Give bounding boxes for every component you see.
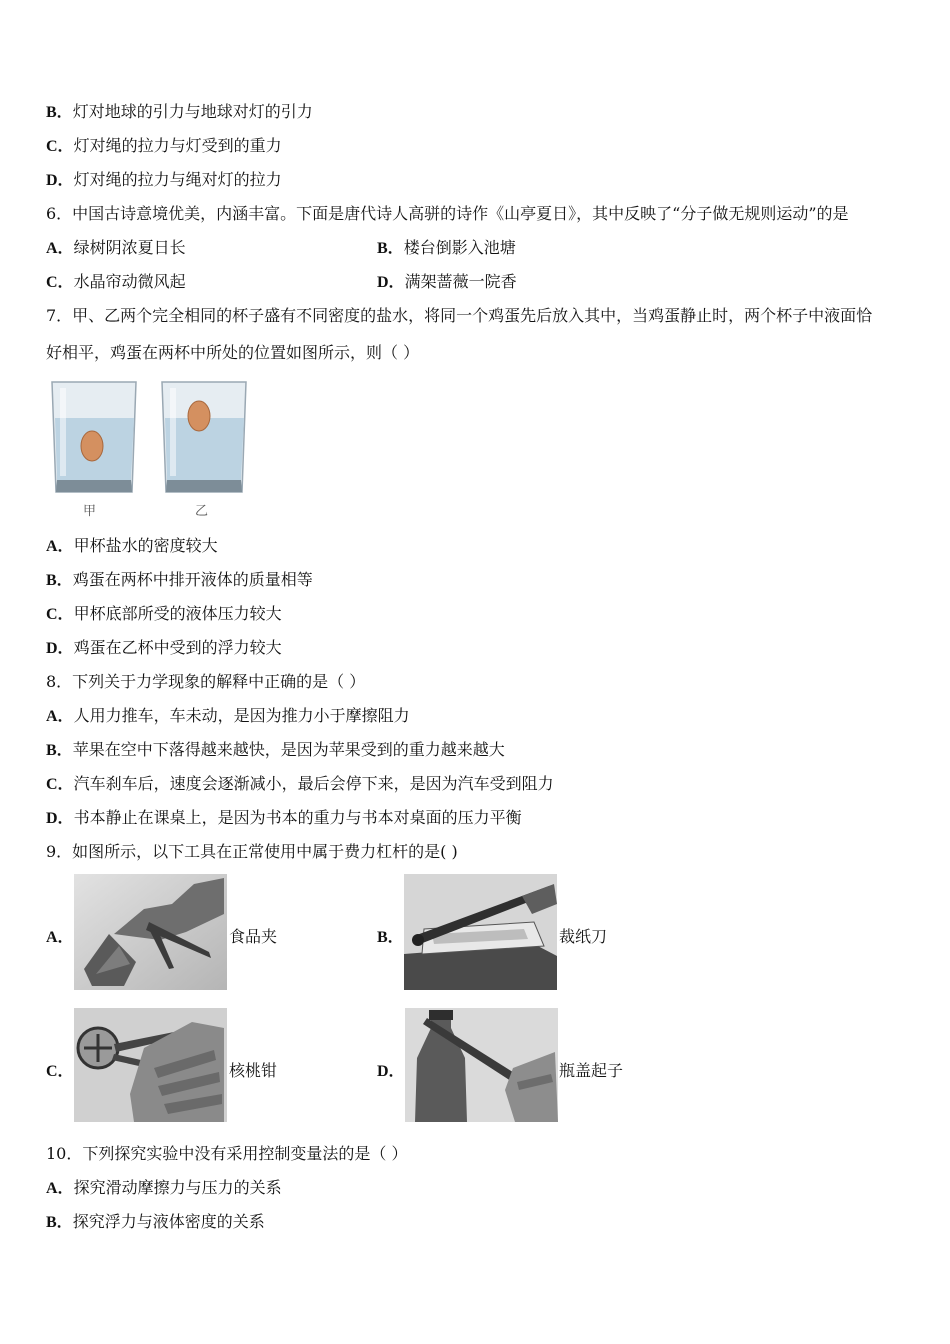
option-text: 汽车刹车后，速度会逐渐减小，最后会停下来，是因为汽车受到阻力	[73, 774, 554, 793]
option-label: B．	[46, 1214, 73, 1231]
option-text: 灯对绳的拉力与灯受到的重力	[73, 136, 282, 155]
q5-option-d	[46, 170, 282, 191]
option-text: 甲杯盐水的密度较大	[73, 536, 218, 555]
caption-jia: 甲	[83, 504, 97, 519]
q10-option-a	[46, 1178, 282, 1199]
food-tongs-photo	[74, 874, 227, 990]
option-label: D．	[46, 810, 74, 827]
q10-option-b	[46, 1212, 265, 1233]
q6-option-c	[46, 272, 186, 293]
cup-jia	[52, 382, 136, 492]
option-label: C．	[46, 776, 74, 793]
option-label: B．	[377, 240, 404, 257]
option-label: D．	[377, 1063, 405, 1080]
q9-option-a-label	[46, 927, 74, 948]
q6-option-a	[46, 238, 186, 259]
option-label: B．	[46, 104, 73, 121]
q9-option-d-text: 瓶盖起子	[559, 1061, 624, 1080]
q9-option-b-text: 裁纸刀	[559, 927, 608, 946]
option-label: A．	[46, 929, 74, 946]
option-text: 探究浮力与液体密度的关系	[72, 1212, 265, 1231]
q7-option-b	[46, 570, 313, 591]
option-text: 鸡蛋在两杯中排开液体的质量相等	[72, 570, 313, 589]
option-label: C．	[46, 606, 74, 623]
paper-cutter-photo	[404, 874, 557, 990]
q9-option-b-label	[377, 927, 404, 948]
option-label: A．	[46, 1180, 74, 1197]
q8-option-d	[46, 808, 522, 829]
option-text: 人用力推车，车未动，是因为推力小于摩擦阻力	[73, 706, 410, 725]
option-label: C．	[46, 1063, 74, 1080]
option-label: B．	[377, 929, 404, 946]
q9-option-a-text: 食品夹	[229, 927, 278, 946]
q5-option-c	[46, 136, 282, 157]
q8-option-b	[46, 740, 505, 761]
option-text: 鸡蛋在乙杯中受到的浮力较大	[73, 638, 282, 657]
option-label: A．	[46, 708, 74, 725]
q7-stem-line2: 好相平，鸡蛋在两杯中所处的位置如图所示，则（ ）	[46, 343, 420, 362]
q8-stem: 8．下列关于力学现象的解释中正确的是（ ）	[46, 672, 366, 691]
q5-option-b	[46, 102, 313, 123]
bottle-opener-photo	[405, 1008, 558, 1122]
caption-yi: 乙	[195, 504, 209, 519]
q9-option-c-label	[46, 1061, 74, 1082]
option-text: 苹果在空中下落得越来越快，是因为苹果受到的重力越来越大	[72, 740, 505, 759]
q9-stem: 9．如图所示，以下工具在正常使用中属于费力杠杆的是( )	[46, 842, 458, 861]
option-text: 书本静止在课桌上，是因为书本的重力与书本对桌面的压力平衡	[73, 808, 522, 827]
option-label: A．	[46, 538, 74, 555]
option-text: 楼台倒影入池塘	[403, 238, 516, 257]
option-text: 水晶帘动微风起	[73, 272, 186, 291]
nutcracker-photo	[74, 1008, 227, 1122]
option-text: 探究滑动摩擦力与压力的关系	[73, 1178, 282, 1197]
option-label: C．	[46, 138, 74, 155]
option-text: 满架蔷薇一院香	[404, 272, 517, 291]
option-label: C．	[46, 274, 74, 291]
q9-option-c-text: 核桃钳	[229, 1061, 278, 1080]
option-text: 灯对地球的引力与地球对灯的引力	[72, 102, 313, 121]
option-label: B．	[46, 742, 73, 759]
q7-stem-line1: 7．甲、乙两个完全相同的杯子盛有不同密度的盐水，将同一个鸡蛋先后放入其中，当鸡蛋静止时，两个杯子中液面恰	[46, 306, 873, 325]
option-text: 绿树阴浓夏日长	[73, 238, 186, 257]
option-label: B．	[46, 572, 73, 589]
option-label: A．	[46, 240, 74, 257]
option-label: D．	[46, 640, 74, 657]
q10-stem: 10．下列探究实验中没有采用控制变量法的是（ ）	[46, 1144, 408, 1163]
option-label: D．	[377, 274, 405, 291]
q6-option-d	[377, 272, 517, 293]
q6-stem: 6．中国古诗意境优美，内涵丰富。下面是唐代诗人高骈的诗作《山亭夏日》，其中反映了“分子做无规则运动”的是	[46, 204, 849, 223]
cup-yi	[162, 382, 246, 492]
q7-option-d	[46, 638, 282, 659]
q6-option-b	[377, 238, 516, 259]
option-label: D．	[46, 172, 74, 189]
q8-option-c	[46, 774, 554, 795]
q8-option-a	[46, 706, 410, 727]
q9-option-d-label	[377, 1061, 405, 1082]
q7-option-c	[46, 604, 282, 625]
option-text: 灯对绳的拉力与绳对灯的拉力	[73, 170, 282, 189]
egg-cups-figure	[48, 380, 248, 495]
q7-option-a	[46, 536, 218, 557]
option-text: 甲杯底部所受的液体压力较大	[73, 604, 282, 623]
